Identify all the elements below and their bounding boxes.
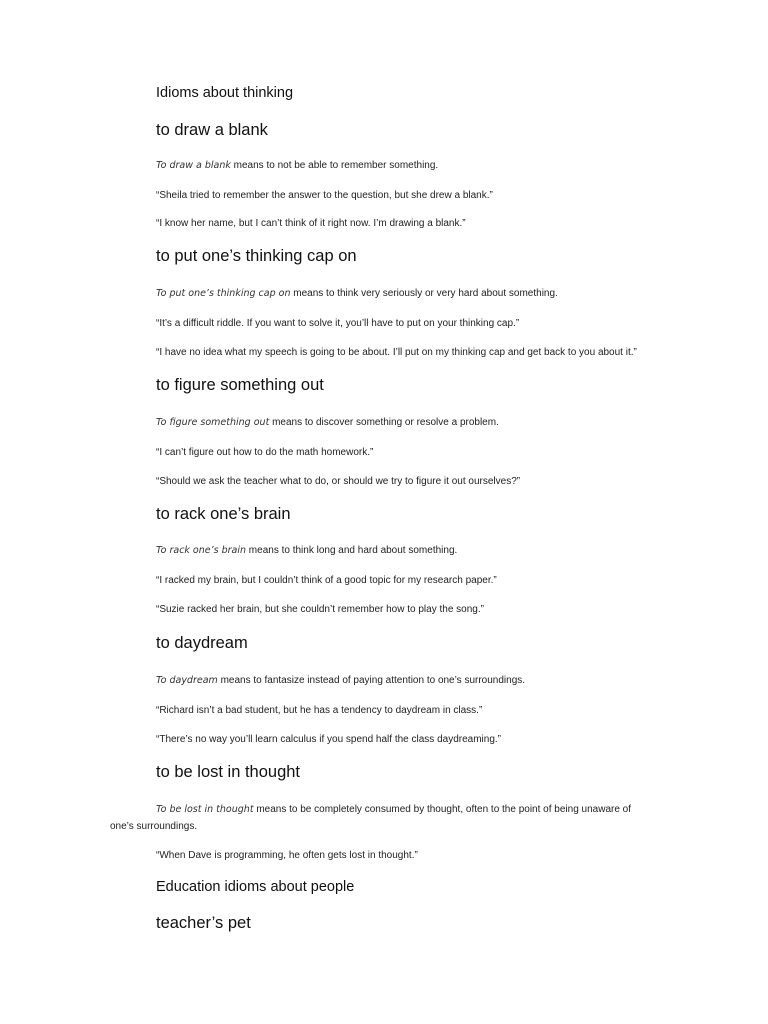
section-heading: Education idioms about people	[156, 879, 355, 895]
idiom-example: “I can’t figure out how to do the math homework.”	[156, 447, 374, 458]
definition-term: To rack one’s brain	[156, 545, 247, 556]
idiom-example: “When Dave is programming, he often gets lost in thought.”	[156, 850, 418, 861]
definition-term: To daydream	[156, 675, 218, 686]
idiom-title: to rack one’s brain	[156, 505, 291, 523]
definition-term: To draw a blank	[156, 160, 231, 171]
idiom-definition	[156, 288, 558, 299]
idiom-title: to daydream	[156, 634, 248, 652]
idiom-example: “I have no idea what my speech is going to be about. I’ll put on my thinking cap and get back to you about it.”	[156, 347, 637, 358]
idiom-example: “Sheila tried to remember the answer to the question, but she drew a blank.”	[156, 190, 493, 201]
idiom-definition	[110, 801, 650, 835]
idiom-definition	[156, 675, 525, 686]
idiom-definition	[156, 545, 457, 556]
section-heading: Idioms about thinking	[156, 85, 294, 101]
idiom-title: to be lost in thought	[156, 763, 301, 781]
idiom-title: to figure something out	[156, 376, 324, 394]
definition-text: means to fantasize instead of paying attention to one’s surroundings.	[217, 675, 526, 686]
definition-term: To put one’s thinking cap on	[156, 288, 291, 299]
idiom-title: to put one’s thinking cap on	[156, 247, 357, 265]
idiom-example: “Suzie racked her brain, but she couldn’t remember how to play the song.”	[156, 604, 484, 615]
idiom-example: “There’s no way you’ll learn calculus if you spend half the class daydreaming.”	[156, 734, 501, 745]
idiom-title: to draw a blank	[156, 121, 268, 139]
definition-term: To be lost in thought	[156, 804, 254, 815]
definition-term: To figure something out	[156, 417, 270, 428]
idiom-definition	[156, 160, 438, 171]
definition-text: means to not be able to remember something.	[230, 160, 439, 171]
definition-text: means to be completely consumed by thought, often to the point of being unaware of one’s surroundings.	[110, 804, 632, 832]
definition-text: means to discover something or resolve a problem.	[269, 417, 499, 428]
idiom-example: “Richard isn’t a bad student, but he has a tendency to daydream in class.”	[156, 705, 483, 716]
idiom-example: “It’s a difficult riddle. If you want to solve it, you’ll have to put on your thinking cap.”	[156, 318, 520, 329]
idiom-example: “I racked my brain, but I couldn’t think of a good topic for my research paper.”	[156, 575, 497, 586]
definition-text: means to think long and hard about something.	[246, 545, 458, 556]
idiom-definition	[156, 417, 499, 428]
idiom-example: “Should we ask the teacher what to do, or should we try to figure it out ourselves?”	[156, 476, 521, 487]
definition-text: means to think very seriously or very hard about something.	[290, 288, 558, 299]
idiom-title: teacher’s pet	[156, 914, 251, 932]
idiom-example: “I know her name, but I can’t think of it right now. I’m drawing a blank.”	[156, 218, 466, 229]
